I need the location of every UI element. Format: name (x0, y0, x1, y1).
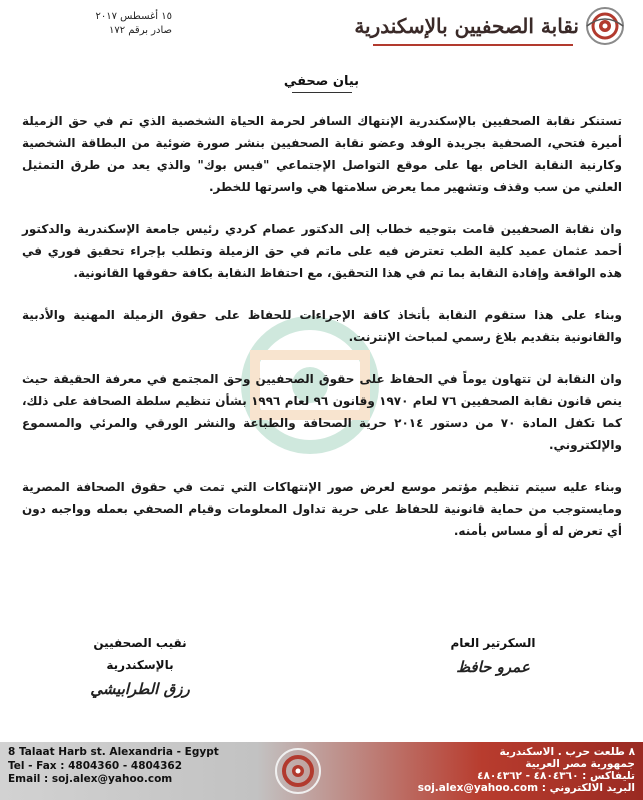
footer-email-ar: البريد الالكتروني : soj.alex@yahoo.com (417, 782, 635, 794)
secretary-role: السكرتير العام (450, 636, 536, 650)
brand (354, 6, 625, 46)
footer (0, 742, 643, 800)
footer-english (8, 746, 268, 787)
document-title: بيان صحفي (283, 74, 360, 89)
head-signature: رزق الطرابيشي (90, 680, 190, 698)
footer-email-en: Email : soj.alex@yahoo.com (8, 773, 173, 785)
footer-country-ar: جمهورية مصر العربية (525, 758, 635, 770)
reference-number: صادر برقم ١٧٢ (108, 25, 172, 36)
organization-name: نقابة الصحفيين بالإسكندرية (354, 14, 579, 38)
brand-divider (373, 44, 573, 46)
footer-eye-logo-icon (270, 746, 326, 796)
footer-address-en: 8 Talaat Harb st. Alexandria - Egypt (8, 746, 219, 758)
secretary-general-signature (393, 632, 593, 680)
letterhead (0, 0, 643, 62)
paragraph-5: وبناء عليه سيتم تنظيم مؤتمر موسع لعرض صور الإنتهاكات التي تمت في حقوق الصحافة المصرية ومايستوجب من حماية قانونية للحفاظ على حرية تداول المعلومات وقيام الصحفي بعمله وواجبه دون أي تعرض له أو مساس بأمنه. (22, 480, 622, 538)
issue-date: ١٥ أغسطس ٢٠١٧ (95, 11, 172, 22)
statement-body (22, 110, 622, 562)
footer-arabic (335, 746, 635, 794)
head-place: بالإسكندرية (106, 658, 174, 672)
syndicate-head-signature (40, 632, 240, 702)
paragraph-3: وبناء على هذا ستقوم النقابة بأتخاذ كافة الإجراءات للحفاظ على حقوق الزميلة المهنية والأدبية والقانونية بتقديم بلاغ رسمي لمباحث الإنترنت. (22, 308, 622, 344)
signatures (0, 632, 643, 722)
paragraph-1: تستنكر نقابة الصحفيين بالإسكندرية الإنتهاك السافر لحرمة الحياة الشخصية الذي تم في حق الزميلة أميرة فتحي، الصحفية بجريدة الوفد وعضو نقابة الصحفيين بنشر صورة ضوئية من البطاقة الشخصية وكارنية النقابة الخاص بها على موقع التواصل الإجتماعي "فيس بوك" والذي يعد من طرق التمثيل العلني من سب وقذف وتشهير مما يعرض سلامتها هي واسرتها للخطر. (22, 114, 622, 194)
footer-address-ar: ٨ طلعت حرب . الاسكندرية (499, 746, 635, 758)
paragraph-4: وان النقابة لن تتهاون يوماً في الحفاظ على حقوق الصحفيين وحق المجتمع في معرفة الحقيقة حيث ينص قانون نقابة الصحفيين ٧٦ لعام ١٩٧٠ وقانون ٩٦ لعام ١٩٩٦ بشأن تنظيم سلطة الصحافة على ذلك، كما تكفل المادة ٧٠ من دستور ٢٠١٤ حرية الصحافة والطباعة والنشر الورقي والمرئي والمسموع والإلكتروني. (22, 372, 623, 452)
head-role: نقيب الصحفيين (93, 636, 187, 650)
paragraph-2: وان نقابة الصحفيين قامت بتوجيه خطاب إلى الدكتور عصام كردي رئيس جامعة الإسكندرية والدكتور أحمد عثمان عميد كلية الطب تعترض فيه على ماتم في حق الزميلة وتطلب بإجراء تحقيق فوري في هذه الواقعة وإفادة النقابة بما تم في هذا التحقيق، مع احتفاظ النقابة بكافة حقوقها القانونية. (22, 222, 622, 280)
footer-phone-en: Tel - Fax : 4804360 - 4804362 (8, 759, 183, 772)
eye-logo-icon (585, 6, 625, 46)
footer-phone-ar: تليفاكس : ٤٨٠٤٣٦٠ - ٤٨٠٤٣٦٢ (477, 770, 635, 782)
reference-block (22, 10, 172, 38)
title-underline (292, 92, 352, 93)
secretary-signature: عمرو حافظ (456, 658, 530, 676)
